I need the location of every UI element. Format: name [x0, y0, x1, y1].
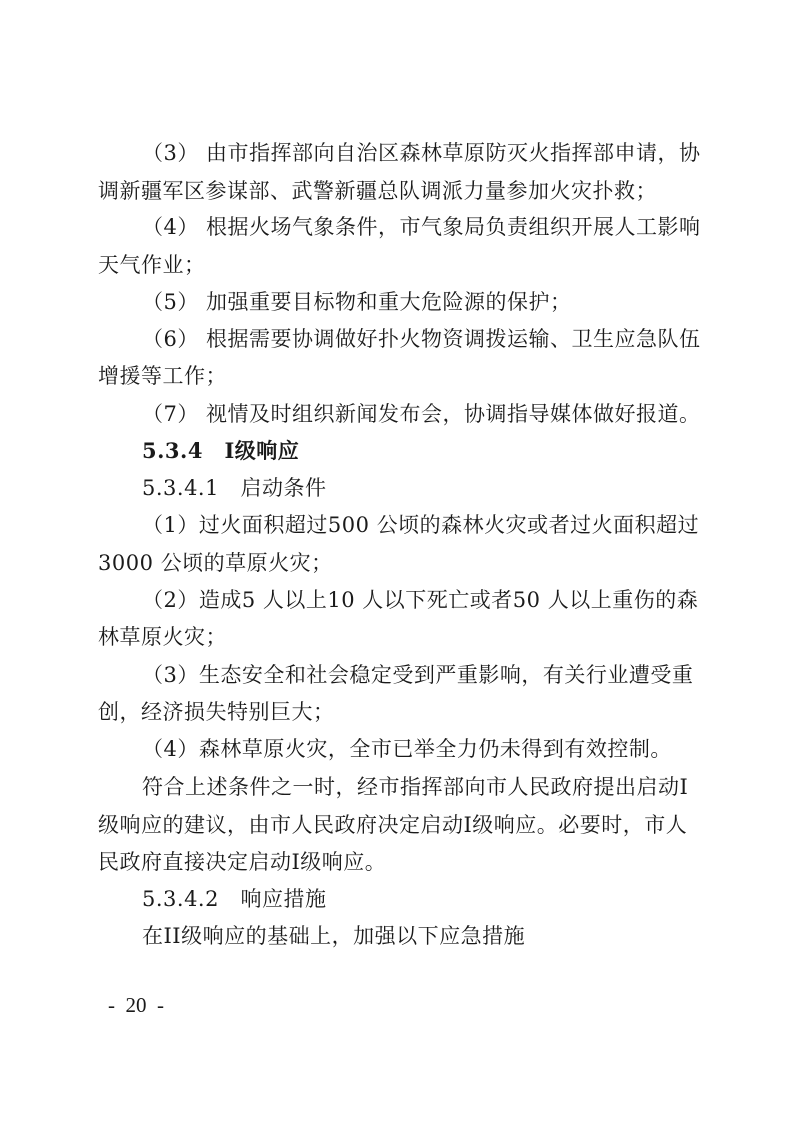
paragraph-line-6: （6） 根据需要协调做好扑火物资调拨运输、卫生应急队伍	[142, 327, 701, 351]
paragraph-line-7: 增援等工作；	[98, 364, 227, 388]
paragraph-line-1: （3） 由市指挥部向自治区森林草原防灭火指挥部申请，协	[142, 141, 701, 165]
paragraph-line-20: 民政府直接决定启动I级响应。	[98, 850, 387, 874]
section-heading-5-3-4: 5.3.4 I级响应	[142, 438, 300, 463]
paragraph-line-15: （3）生态安全和社会稳定受到严重影响，有关行业遭受重	[142, 663, 694, 687]
paragraph-line-5: （5） 加强重要目标物和重大危险源的保护；	[142, 290, 572, 314]
subsection-heading-5-3-4-1: 5.3.4.1 启动条件	[142, 476, 327, 500]
paragraph-line-17: （4）森林草原火灾，全市已举全力仍未得到有效控制。	[142, 737, 672, 761]
page-number: - 20 -	[108, 993, 164, 1017]
paragraph-line-13: （2）造成5 人以上10 人以下死亡或者50 人以上重伤的森	[142, 588, 699, 612]
paragraph-line-22: 在II级响应的基础上，加强以下应急措施	[142, 924, 526, 948]
paragraph-line-11: （1）过火面积超过500 公顷的森林火灾或者过火面积超过	[142, 513, 700, 537]
paragraph-line-2: 调新疆军区参谋部、武警新疆总队调派力量参加火灾扑救；	[98, 179, 657, 203]
paragraph-line-8: （7） 视情及时组织新闻发布会，协调指导媒体做好报道。	[142, 402, 701, 426]
paragraph-line-4: 天气作业；	[98, 253, 206, 277]
paragraph-line-16: 创，经济损失特别巨大；	[98, 700, 335, 724]
paragraph-line-14: 林草原火灾；	[98, 625, 227, 649]
paragraph-line-12: 3000 公顷的草原火灾；	[98, 551, 333, 575]
paragraph-line-19: 级响应的建议，由市人民政府决定启动I级响应。必要时，市人	[98, 813, 688, 837]
subsection-heading-5-3-4-2: 5.3.4.2 响应措施	[142, 887, 327, 911]
paragraph-line-3: （4） 根据火场气象条件，市气象局负责组织开展人工影响	[142, 215, 701, 239]
paragraph-line-18: 符合上述条件之一时，经市指挥部向市人民政府提出启动I	[142, 775, 689, 799]
